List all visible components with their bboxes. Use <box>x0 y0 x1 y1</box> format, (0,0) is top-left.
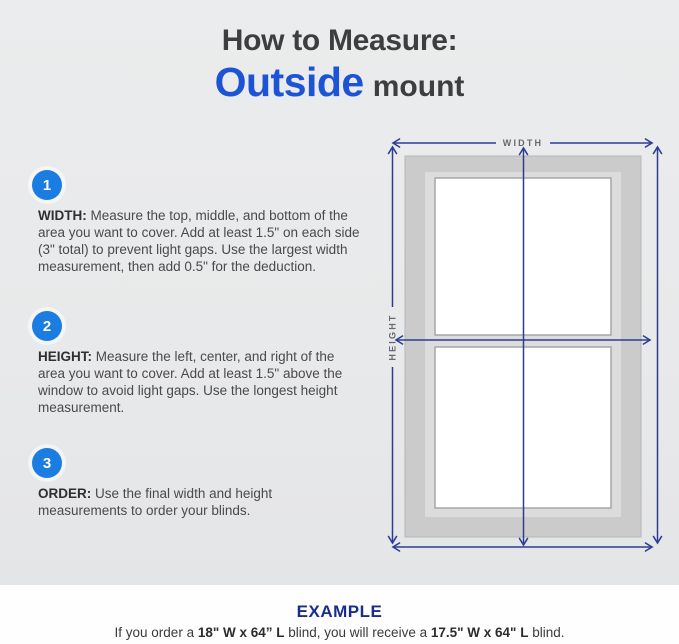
step-3-badge: 3 <box>32 448 62 478</box>
example-text <box>0 625 679 640</box>
example-middle: blind, you will receive a <box>284 625 431 640</box>
step-1-badge: 1 <box>32 170 62 200</box>
example-received-size: 17.5" W x 64" L <box>430 625 529 640</box>
step-order <box>31 448 360 519</box>
window-measure-diagram <box>380 130 672 560</box>
step-1-label: WIDTH: <box>38 208 87 223</box>
step-1-body: Measure the top, middle, and bottom of the area you want to cover. Add at least 1.5" on each side (3" total) to prevent light gaps. Use the largest width measurement, then add 0.5" for the deduction. <box>38 208 360 274</box>
step-3-body: Use the final width and height measurements to order your blinds. <box>38 486 273 518</box>
example-heading: EXAMPLE <box>296 602 383 621</box>
step-2-text <box>38 348 360 416</box>
example-prefix: If you order a <box>114 625 198 640</box>
step-height <box>31 311 360 416</box>
step-2-label: HEIGHT: <box>38 349 92 364</box>
step-2-badge: 2 <box>32 311 62 341</box>
example-ordered-size: 18" W x 64” L <box>197 625 285 640</box>
title-line-1: How to Measure: <box>221 24 458 57</box>
example-section <box>0 585 679 644</box>
step-3-text <box>38 485 360 519</box>
title-suffix: mount <box>372 69 465 103</box>
step-1-text <box>38 207 360 275</box>
title-line-2 <box>0 60 679 106</box>
step-2-body: Measure the left, center, and right of the area you want to cover. Add at least 1.5" above the window to avoid light gaps. Use the longest height measurement. <box>38 349 343 415</box>
width-label: WIDTH <box>502 138 544 148</box>
example-suffix: blind. <box>528 625 565 640</box>
step-width <box>31 170 360 275</box>
title-highlight: Outside <box>214 58 364 105</box>
step-3-label: ORDER: <box>38 486 92 501</box>
page-title <box>0 24 679 106</box>
height-label: HEIGHT <box>387 313 398 361</box>
